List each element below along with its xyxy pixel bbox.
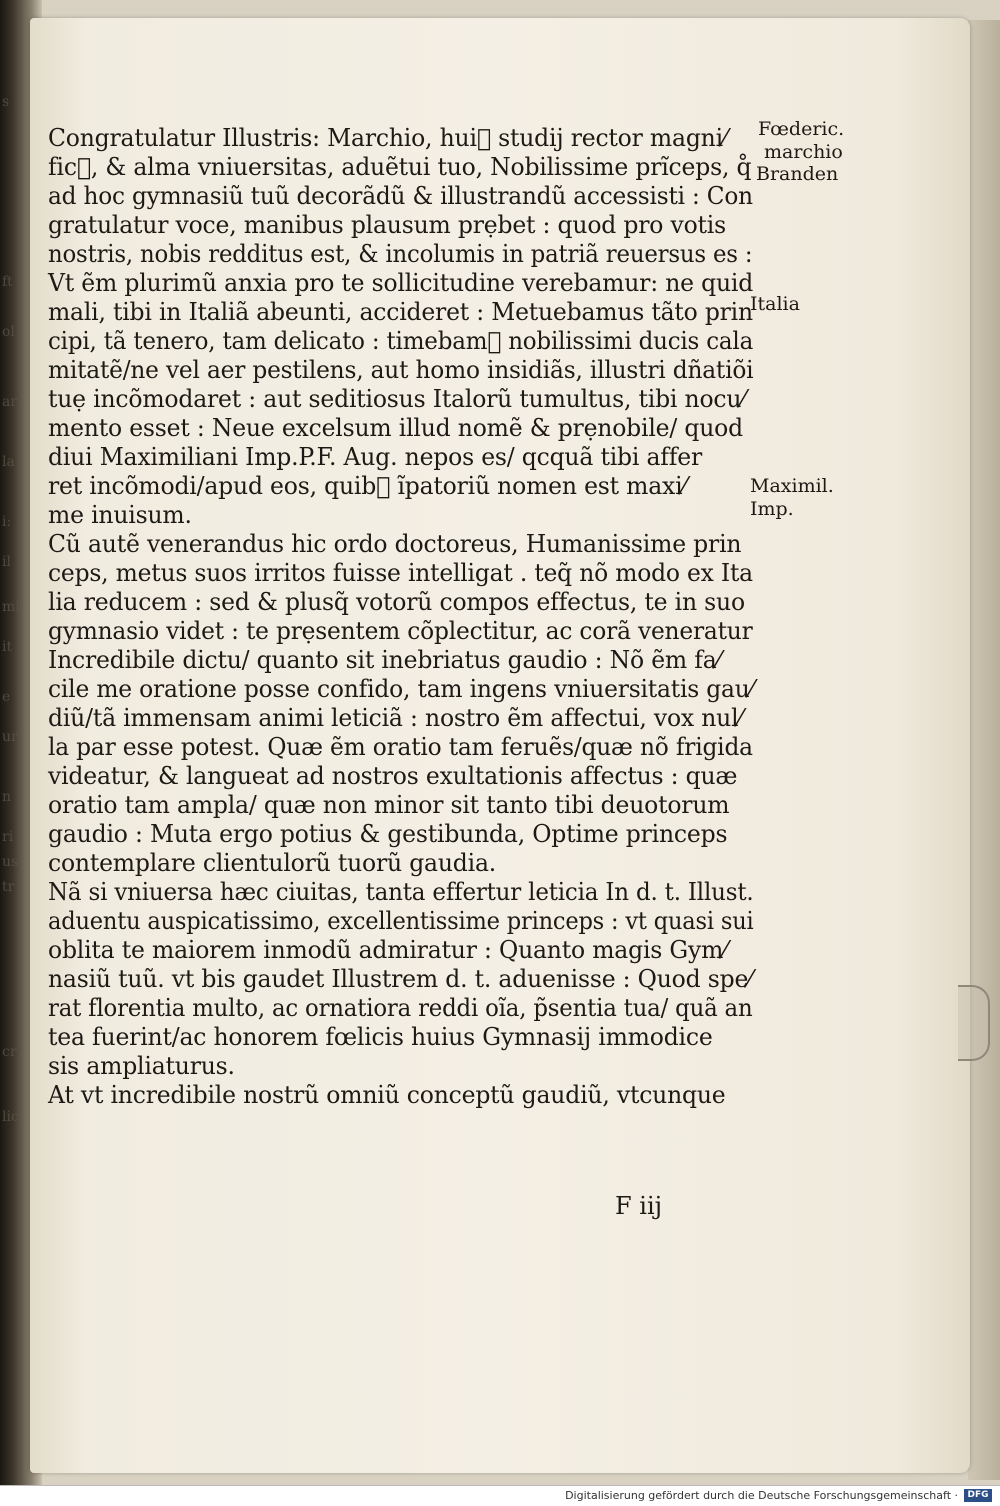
text-line: nasiũ tuũ. vt bis gaudet Illustrem d. t. aduenisse : Quod spe⁄ <box>48 965 752 993</box>
text-line: Nã si vniuersa hæc ciuitas, tanta effertur leticia In d. t. Illust. <box>48 878 754 906</box>
margin-note-maximilian-1: Maximil. <box>750 475 834 497</box>
bleed-mark: e <box>2 689 11 705</box>
text-line: Vt ẽm plurimũ anxia pro te sollicitudine verebamur: ne quid <box>48 269 754 297</box>
page-stack-edge <box>968 20 1000 1480</box>
text-line: At vt incredibile nostrũ omniũ conceptũ gaudiũ, vtcunque <box>48 1081 726 1109</box>
margin-note-frederick-2: marchio <box>764 141 843 163</box>
text-line: contemplare clientulorũ tuorũ gaudia. <box>48 849 497 877</box>
margin-note-maximilian-2: Imp. <box>750 498 794 520</box>
text-line: fic᷒, & alma vniuersitas, aduẽtui tuo, Nobilissime prĩceps, q̊ <box>48 153 752 181</box>
bleed-mark: il <box>2 554 11 570</box>
text-line: diui Maximiliani Imp.P.F. Aug. nepos es/ qcquã tibi affer <box>48 443 703 471</box>
text-line: sis ampliaturus. <box>48 1052 235 1080</box>
text-line: nostris, nobis redditus est, & incolumis in patriã reuersus es : <box>48 240 753 268</box>
bleed-mark: it <box>2 639 13 655</box>
bleed-mark: cr <box>2 1044 17 1060</box>
text-line: gaudio : Muta ergo potius & gestibunda, Optime princeps <box>48 820 728 848</box>
text-line: la par esse potest. Quæ ẽm oratio tam feruẽs/quæ nõ frigida <box>48 733 753 761</box>
footer-bar <box>0 1485 1000 1506</box>
bleed-mark: tr <box>2 879 15 895</box>
text-line: mento esset : Neue excelsum illud nomẽ & prẹnobile/ quod <box>48 414 743 442</box>
text-line: Incredibile dictu/ quanto sit inebriatus gaudio : Nõ ẽm fa⁄ <box>48 646 721 674</box>
text-line: lia reducem : sed & plusq̃ votorũ compos effectus, te in suo <box>48 588 745 616</box>
bleed-mark: s <box>2 94 10 110</box>
bleed-mark: i: <box>2 514 12 530</box>
margin-note-italia: Italia <box>750 293 800 315</box>
text-line: mali, tibi in Italiã abeunti, accideret : Metuebamus tãto prin <box>48 298 753 326</box>
bleed-mark: ri <box>2 829 14 845</box>
text-line: videatur, & langueat ad nostros exultationis affectus : quæ <box>48 762 738 790</box>
footer-credit: Digitalisierung gefördert durch die Deutsche Forschungsgemeinschaft · <box>565 1489 958 1502</box>
text-line: oblita te maiorem inmodũ admiratur : Quanto magis Gym⁄ <box>48 936 727 964</box>
page-clip <box>958 985 990 1061</box>
bleed-mark: la <box>2 454 15 470</box>
margin-note-frederick-3: Branden <box>756 163 839 185</box>
text-line: gymnasio videt : te prẹsentem cõplectitur, ac corã veneratur <box>48 617 753 645</box>
text-line: me inuisum. <box>48 501 192 529</box>
text-line: oratio tam ampla/ quæ non minor sit tanto tibi deuotorum <box>48 791 730 819</box>
text-line: ceps, metus suos irritos fuisse intelligat . teq̃ nõ modo ex Ita <box>48 559 753 587</box>
text-line: Congratulatur Illustris: Marchio, hui᷒ studij rector magni⁄ <box>48 124 727 152</box>
dfg-logo: DFG <box>964 1489 992 1502</box>
text-line: mitatẽ/ne vel aer pestilens, aut homo insidiãs, illustri dñatiõi <box>48 356 754 384</box>
text-line: ret incõmodi/apud eos, quib᷒ ĩpatoriũ nomen est maxi⁄ <box>48 472 687 500</box>
text-line: aduentu auspicatissimo, excellentissime princeps : vt quasi sui <box>48 907 754 935</box>
text-line: cile me oratione posse confido, tam ingens vniuersitatis gau⁄ <box>48 675 754 703</box>
bleed-mark: n <box>2 789 12 805</box>
text-line: diũ/tã immensam animi leticiã : nostro ẽm affectui, vox nul⁄ <box>48 704 743 732</box>
text-line: rat florentia multo, ac ornatiora reddi oĩa, p̃sentia tua/ quã an <box>48 994 753 1022</box>
bleed-mark: ol <box>2 324 15 340</box>
bleed-mark: lic <box>2 1109 19 1125</box>
bleed-mark: ft <box>2 274 13 290</box>
text-line: gratulatur voce, manibus plausum prẹbet : quod pro votis <box>48 211 726 239</box>
bleed-mark: ur <box>2 729 18 745</box>
signature-mark: F iij <box>615 1192 663 1220</box>
bleed-mark: mi <box>2 599 20 615</box>
bleed-mark: us <box>2 854 19 870</box>
text-line: tuẹ incõmodaret : aut seditiosus Italorũ tumultus, tibi nocu⁄ <box>48 385 746 413</box>
bleed-mark: ar <box>2 394 18 410</box>
text-line: cipi, tã tenero, tam delicato : timebam᷒ nobilissimi ducis cala <box>48 327 754 355</box>
text-line: tea fuerint/ac honorem fœlicis huius Gymnasij immodice <box>48 1023 713 1051</box>
margin-note-frederick-1: Fœderic. <box>758 118 845 140</box>
body-text <box>48 124 768 1110</box>
text-line: Cũ autẽ venerandus hic ordo doctoreus, Humanissime prin <box>48 530 742 558</box>
text-line: ad hoc gymnasiũ tuũ decorãdũ & illustrandũ accessisti : Con <box>48 182 753 210</box>
